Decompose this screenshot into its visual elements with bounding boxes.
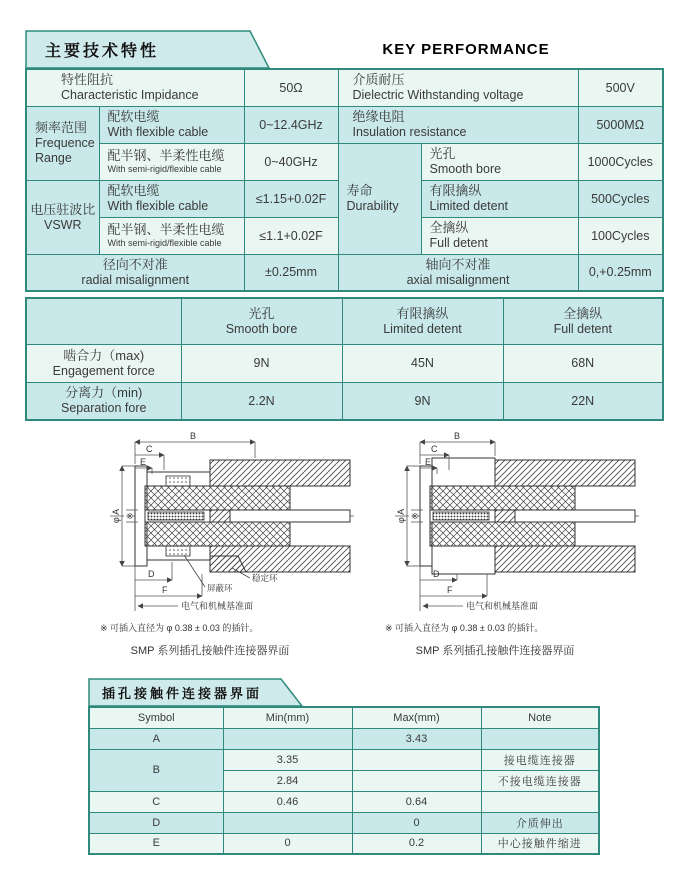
- row-a: [89, 728, 599, 749]
- vswr-flexible-value: ≤1.15+0.02F: [244, 180, 338, 217]
- shell-block-lower: [432, 546, 495, 574]
- row-b-nocable-max: [352, 770, 481, 791]
- dim-b-label: B: [189, 431, 197, 441]
- dim-e-label: E: [425, 457, 432, 467]
- radial-en: radial misalignment: [81, 272, 190, 287]
- force-col-full-en: Full detent: [553, 321, 612, 336]
- spec-row-misalignment: [26, 254, 663, 291]
- separation-force-row: [26, 382, 663, 420]
- row-d: [89, 812, 599, 833]
- impedance-en: Characteristic Impidance: [61, 88, 199, 103]
- row-c-min: 0.46: [223, 791, 352, 812]
- vswr-en: VSWR: [44, 217, 82, 232]
- engagement-full: 68N: [503, 344, 663, 382]
- row-e-symbol: E: [89, 833, 223, 854]
- dim-star-label: ※: [125, 512, 135, 520]
- dielectric-lower: [145, 522, 290, 546]
- col-note: Note: [481, 707, 599, 728]
- smooth-bore-en: Smooth bore: [429, 162, 502, 176]
- row-b-symbol: B: [89, 749, 223, 791]
- spec-row-freq-flexible: [26, 106, 663, 143]
- interface-header-row: [89, 707, 599, 728]
- vswr-zh: 电压驻波比: [30, 201, 96, 217]
- frequency-en2: Range: [35, 151, 72, 165]
- row-e-max: 0.2: [352, 833, 481, 854]
- spec-row-freq-semirigid: [26, 143, 663, 180]
- col-min: Min(mm): [223, 707, 352, 728]
- dim-star-label: ※: [410, 512, 420, 520]
- engagement-label-cell: [26, 344, 181, 382]
- radial-zh: 径向不对准: [102, 256, 168, 272]
- shield-ring-callout: 屏蔽环: [207, 583, 233, 593]
- force-col-smooth: [181, 298, 342, 344]
- row-d-max: 0: [352, 812, 481, 833]
- diagram-caption: SMP 系列插孔接触件连接器界面: [130, 645, 290, 657]
- durability-label-cell: [338, 143, 421, 254]
- row-a-min: [223, 728, 352, 749]
- outer-body-upper: [495, 460, 635, 486]
- limited-detent-value: 500Cycles: [578, 180, 663, 217]
- axial-zh: 轴向不对准: [425, 256, 491, 272]
- smooth-bore-zh: 光孔: [429, 146, 456, 161]
- durability-en: Durability: [346, 199, 399, 213]
- force-col-full: [503, 298, 663, 344]
- engagement-smooth: 9N: [181, 344, 342, 382]
- frequency-en1: Frequence: [35, 136, 95, 150]
- row-d-min: [223, 812, 352, 833]
- pin-note: ※ 可插入直径为 φ 0.38 ± 0.03 的插针。: [385, 623, 544, 633]
- engagement-en: Engagement force: [52, 363, 155, 378]
- force-table: [25, 297, 664, 421]
- dielectric-en: Dielectric Withstanding voltage: [352, 88, 524, 103]
- center-contact: [148, 512, 204, 520]
- separation-label-cell: [26, 382, 181, 420]
- force-corner-cell: [26, 298, 181, 344]
- spec-row-impedance: [26, 69, 663, 106]
- vswr-flexible-cell: [99, 180, 244, 217]
- row-a-symbol: A: [89, 728, 223, 749]
- dim-d-label: D: [148, 569, 155, 579]
- separation-full: 22N: [503, 382, 663, 420]
- insulation-zh: 绝缘电阻: [352, 109, 405, 124]
- shield-ring-lower: [166, 546, 190, 556]
- dim-c-label: C: [431, 444, 438, 454]
- datum-plane-label: 电气和机械基准面: [181, 601, 254, 611]
- contact-support: [495, 510, 515, 522]
- dim-a-label: φ A: [396, 508, 406, 524]
- row-c-note: [481, 791, 599, 812]
- vswr-semirigid-value: ≤1.1+0.02F: [244, 217, 338, 254]
- row-b-nocable-min: 2.84: [223, 770, 352, 791]
- row-a-note: [481, 728, 599, 749]
- shield-ring-upper: [166, 476, 190, 486]
- smooth-bore-value: 1000Cycles: [578, 143, 663, 180]
- engagement-limited: 45N: [342, 344, 503, 382]
- key-performance-tab: [25, 30, 271, 69]
- center-contact: [433, 512, 489, 520]
- limited-detent-cell: [421, 180, 578, 217]
- impedance-label-cell: [26, 69, 244, 106]
- row-d-note: 介质伸出: [481, 812, 599, 833]
- separation-en: Separation fore: [61, 401, 147, 416]
- dielectric-upper: [145, 486, 290, 510]
- row-d-symbol: D: [89, 812, 223, 833]
- vswr-flexible-zh: 配软电缆: [107, 183, 160, 198]
- pin-note: ※ 可插入直径为 φ 0.38 ± 0.03 的插针。: [100, 623, 259, 633]
- impedance-value: 50Ω: [244, 69, 338, 106]
- spec-table: [25, 68, 664, 292]
- freq-semirigid-en: With semi-rigid/flexible cable: [107, 164, 222, 174]
- vswr-label-cell: [26, 180, 99, 254]
- row-a-max: 3.43: [352, 728, 481, 749]
- row-c: [89, 791, 599, 812]
- limited-detent-en: Limited detent: [429, 199, 509, 213]
- col-symbol: Symbol: [89, 707, 223, 728]
- insulation-label-cell: [338, 106, 578, 143]
- shell-block-upper: [432, 458, 495, 486]
- row-b-cable-min: 3.35: [223, 749, 352, 770]
- frequency-zh: 频率范围: [35, 120, 88, 135]
- row-b-cable-max: [352, 749, 481, 770]
- frequency-label-cell: [26, 106, 99, 180]
- impedance-zh: 特性阻抗: [61, 72, 114, 88]
- axial-en: axial misalignment: [406, 272, 510, 287]
- engagement-zh: 啮合力（max): [63, 347, 145, 363]
- contact-support: [210, 510, 230, 522]
- vswr-semirigid-zh: 配半钢、半柔性电缆: [107, 222, 225, 237]
- row-b-cable-note: 接电缆连接器: [481, 749, 599, 770]
- freq-flexible-en: With flexible cable: [107, 125, 209, 139]
- dielectric-zh: 介质耐压: [352, 72, 405, 88]
- interface-table: [88, 706, 600, 855]
- full-detent-cell: [421, 217, 578, 254]
- row-b-cable: [89, 749, 599, 770]
- separation-zh: 分离力（min): [65, 385, 143, 401]
- dim-a-label: φ A: [111, 508, 121, 524]
- interface-tab-title: 插孔接触件连接器界面: [102, 686, 263, 701]
- engagement-force-row: [26, 344, 663, 382]
- dielectric-lower: [430, 522, 575, 546]
- dim-f-label: F: [162, 585, 168, 595]
- vswr-semirigid-en: With semi-rigid/flexible cable: [107, 238, 222, 248]
- dim-f-label: F: [447, 585, 453, 595]
- force-col-smooth-zh: 光孔: [248, 305, 275, 321]
- row-c-symbol: C: [89, 791, 223, 812]
- force-col-limited: [342, 298, 503, 344]
- full-detent-value: 100Cycles: [578, 217, 663, 254]
- axial-value: 0,+0.25mm: [578, 254, 663, 291]
- force-col-limited-zh: 有限擒纵: [396, 305, 449, 321]
- force-col-full-zh: 全擒纵: [563, 305, 603, 321]
- tab-title-zh: 主要技术特性: [45, 43, 160, 60]
- vswr-semirigid-cell: [99, 217, 244, 254]
- col-max: Max(mm): [352, 707, 481, 728]
- freq-flexible-zh: 配软电缆: [107, 109, 160, 124]
- separation-smooth: 2.2N: [181, 382, 342, 420]
- dim-b-label: B: [453, 431, 461, 441]
- full-detent-en: Full detent: [429, 236, 488, 250]
- dielectric-value: 500V: [578, 69, 663, 106]
- stabilizer-ring-callout: 稳定环: [252, 573, 278, 583]
- axial-label-cell: [338, 254, 578, 291]
- outer-body-lower: [495, 546, 635, 572]
- freq-flexible-value: 0~12.4GHz: [244, 106, 338, 143]
- dielectric-label-cell: [338, 69, 578, 106]
- vswr-flexible-en: With flexible cable: [107, 199, 209, 213]
- force-col-smooth-en: Smooth bore: [225, 321, 298, 336]
- diagram-caption: SMP 系列插孔接触件连接器界面: [415, 645, 575, 657]
- freq-semirigid-cell: [99, 143, 244, 180]
- dim-d-label: D: [433, 569, 440, 579]
- row-b-nocable-note: 不接电缆连接器: [481, 770, 599, 791]
- full-detent-zh: 全擒纵: [429, 220, 469, 235]
- force-header-row: [26, 298, 663, 344]
- freq-flexible-cell: [99, 106, 244, 143]
- radial-value: ±0.25mm: [244, 254, 338, 291]
- row-c-max: 0.64: [352, 791, 481, 812]
- insulation-value: 5000MΩ: [578, 106, 663, 143]
- freq-semirigid-value: 0~40GHz: [244, 143, 338, 180]
- insulation-en: Insulation resistance: [352, 125, 467, 139]
- durability-zh: 寿命: [346, 183, 373, 198]
- row-e-note: 中心接触件缩进: [481, 833, 599, 854]
- interface-table-tab: [88, 678, 304, 707]
- force-col-limited-en: Limited detent: [383, 321, 462, 336]
- datum-plane-label: 电气和机械基准面: [466, 601, 539, 611]
- dielectric-upper: [430, 486, 575, 510]
- limited-detent-zh: 有限擒纵: [429, 183, 482, 198]
- outer-body-upper: [210, 460, 350, 486]
- dim-c-label: C: [146, 444, 153, 454]
- page-title: KEY PERFORMANCE: [382, 41, 550, 58]
- freq-semirigid-zh: 配半钢、半柔性电缆: [107, 148, 225, 163]
- separation-limited: 9N: [342, 382, 503, 420]
- row-e-min: 0: [223, 833, 352, 854]
- radial-label-cell: [26, 254, 244, 291]
- smooth-bore-cell: [421, 143, 578, 180]
- connector-diagram-left: [60, 428, 360, 673]
- connector-diagram-right: [345, 428, 645, 673]
- dim-e-label: E: [140, 457, 147, 467]
- row-e: [89, 833, 599, 854]
